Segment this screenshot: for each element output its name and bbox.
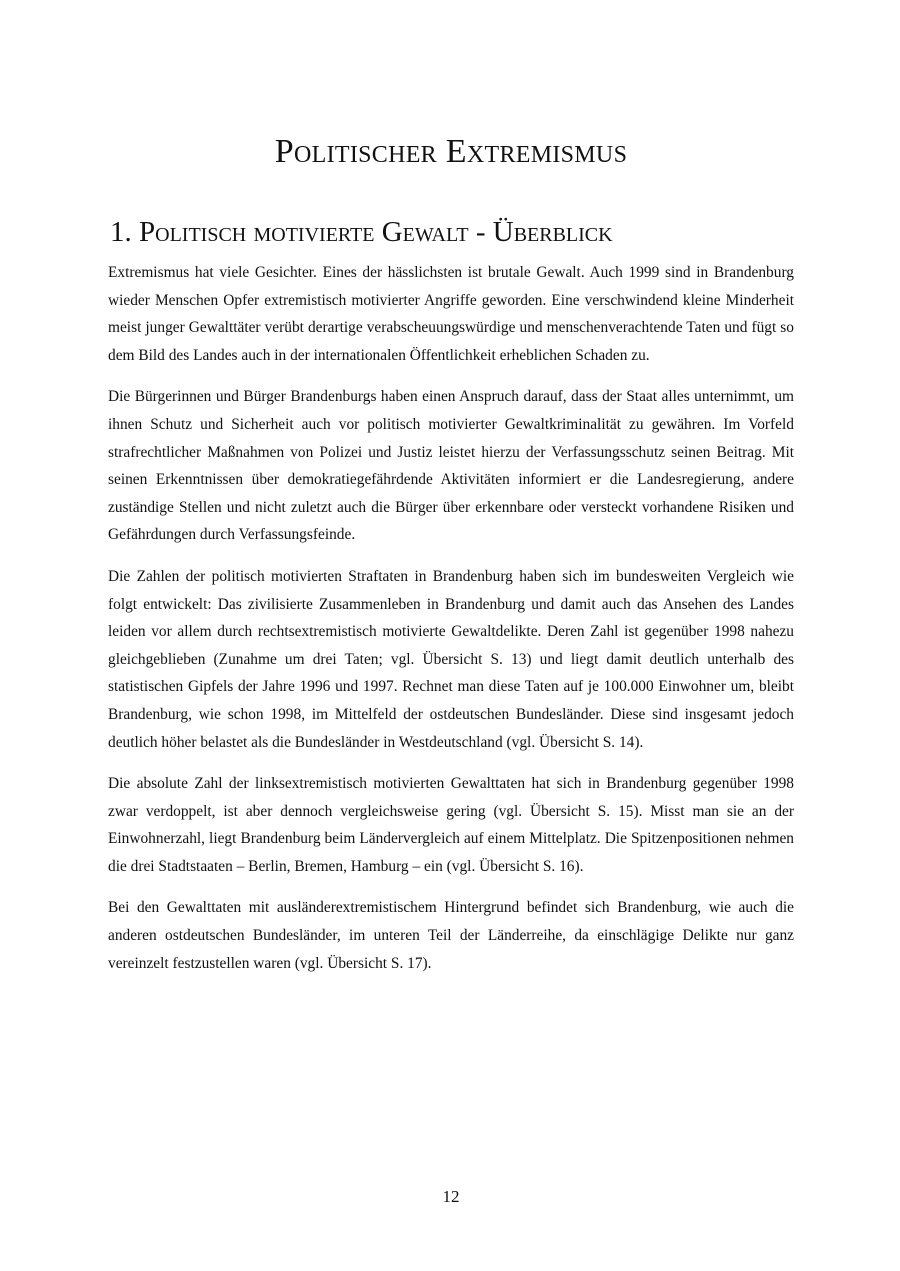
document-title: Politischer Extremismus	[274, 133, 628, 170]
paragraph: Die Bürgerinnen und Bürger Brandenburgs haben einen Anspruch darauf, dass der Staat alles unternimmt, um ihnen Schutz und Sicherheit auch vor politisch motivierter Gewaltkriminalität zu gewähren. Im Vorfeld strafrechtlicher Maßnahmen von Polizei und Justiz leistet hierzu der Verfassungsschutz seinen Beitrag. Mit seinen Erkenntnissen über demokratiegefährdende Aktivitäten informiert er die Landesregierung, andere zuständige Stellen und nicht zuletzt auch die Bürger über erkennbare oder versteckt vorhandene Risiken und Gefährdungen durch Verfassungsfeinde.	[108, 388, 794, 544]
page-number: 12	[442, 1187, 460, 1206]
paragraph: Die absolute Zahl der linksextremistisch motivierten Gewalttaten hat sich in Brandenburg gegenüber 1998 zwar verdoppelt, ist aber dennoch vergleichsweise gering (vgl. Übersicht S. 15). Misst man sie an der Einwohnerzahl, liegt Brandenburg beim Ländervergleich auf einem Mittelplatz. Die Spitzenpositionen nehmen die drei Stadtstaaten – Berlin, Bremen, Hamburg – ein (vgl. Übersicht S. 16).	[108, 775, 794, 875]
document-body	[108, 259, 794, 991]
paragraph: Bei den Gewalttaten mit ausländerextremistischem Hintergrund befindet sich Brandenburg, wie auch die anderen ostdeutschen Bundesländer, im unteren Teil der Länderreihe, da einschlägige Delikte nur ganz vereinzelt festzustellen waren (vgl. Übersicht S. 17).	[108, 899, 794, 972]
section-heading: 1. Politisch motivierte Gewalt - Überblick	[110, 216, 613, 248]
paragraph: Die Zahlen der politisch motivierten Straftaten in Brandenburg haben sich im bundesweiten Vergleich wie folgt entwickelt: Das zivilisierte Zusammenleben in Brandenburg und damit auch das Ansehen des Landes leiden vor allem durch rechtsextremistisch motivierte Gewaltdelikte. Deren Zahl ist gegenüber 1998 nahezu gleichgeblieben (Zunahme um drei Taten; vgl. Übersicht S. 13) und liegt damit deutlich unterhalb des statistischen Gipfels der Jahre 1996 und 1997. Rechnet man diese Taten auf je 100.000 Einwohner um, bleibt Brandenburg, wie schon 1998, im Mittelfeld der ostdeutschen Bundesländer. Diese sind insgesamt jedoch deutlich höher belastet als die Bundesländer in Westdeutschland (vgl. Übersicht S. 14).	[108, 567, 794, 751]
document-page	[108, 0, 794, 1271]
paragraph: Extremismus hat viele Gesichter. Eines der hässlichsten ist brutale Gewalt. Auch 1999 sind in Brandenburg wieder Menschen Opfer extremistisch motivierter Angriffe geworden. Eine verschwindend kleine Minderheit meist junger Gewalttäter verübt derartige verabscheuungswürdige und menschenverachtende Taten und fügt so dem Bild des Landes auch in der internationalen Öffentlichkeit erheblichen Schaden zu.	[108, 264, 794, 364]
